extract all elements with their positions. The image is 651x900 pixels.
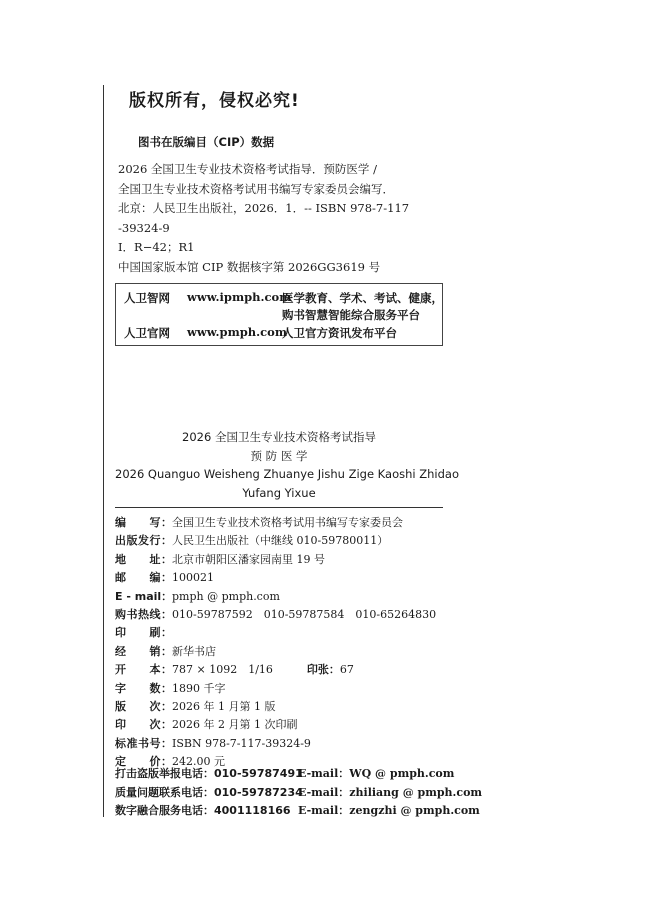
info-label: 开 本：: [115, 663, 172, 677]
website-desc: 购书智慧智能综合服务平台: [282, 308, 420, 322]
info-value: 787 × 1092 1/16: [172, 663, 273, 677]
contact-phone: 打击盗版举报电话：010-59787491: [115, 767, 303, 780]
info-row: [115, 532, 455, 550]
info-value: 全国卫生专业技术资格考试用书编写专家委员会: [172, 516, 403, 529]
info-label: 印张：: [306, 663, 340, 677]
cip-line: 北京：人民卫生出版社，2026．1．-- ISBN 978-7-117: [118, 201, 410, 216]
info-label: 编 写：: [115, 516, 172, 529]
info-value: 新华书店: [172, 644, 216, 658]
website-name: 人卫智网: [124, 291, 170, 305]
info-label: 定 价：: [115, 755, 172, 769]
contact-row: [115, 765, 455, 784]
info-row: [115, 514, 455, 532]
website-box: [115, 283, 443, 346]
info-value: 2026 年 1 月第 1 版: [172, 699, 276, 713]
info-label: 印 刷：: [115, 626, 172, 640]
contact-row: [115, 802, 480, 821]
info-label: 出版发行：: [115, 534, 172, 548]
info-label: 经 销：: [115, 644, 172, 658]
info-value: 人民卫生出版社（中继线 010-59780011）: [172, 534, 389, 548]
info-row: [115, 716, 455, 734]
cip-line: 2026 全国卫生专业技术资格考试指导．预防医学 /: [118, 162, 377, 176]
cip-line: 全国卫生专业技术资格考试用书编写专家委员会编写．: [118, 181, 394, 196]
info-value: 2026 年 2 月第 1 次印刷: [172, 718, 298, 732]
info-label: 标准书号：: [115, 736, 172, 750]
info-row: [115, 624, 455, 642]
contact-row: [115, 784, 483, 803]
info-value: 010-59787592 010-59787584 010-65264830: [172, 607, 437, 621]
info-row: [115, 680, 455, 698]
info-row: [115, 551, 455, 569]
info-value: 北京市朝阳区潘家园南里 19 号: [172, 552, 325, 566]
cip-title: 图书在版编目（CIP）数据: [138, 135, 275, 149]
contact-block: [115, 765, 483, 821]
info-row: [115, 643, 455, 661]
divider: [115, 507, 443, 508]
info-row: [115, 661, 455, 679]
cip-line: 中国国家版本馆 CIP 数据核字第 2026GG3619 号: [118, 259, 381, 274]
website-desc: 医学教育、学术、考试、健康，: [282, 291, 443, 305]
website-url[interactable]: www.ipmph.com: [187, 290, 292, 304]
info-label: 字 数：: [115, 681, 172, 695]
info-value: 100021: [172, 571, 214, 585]
info-value: 1890 千字: [172, 681, 226, 695]
book-subtitle-pinyin: Yufang Yixue: [242, 486, 316, 500]
book-subtitle-cn: 预 防 医 学: [250, 449, 308, 463]
info-label: 版 次：: [115, 699, 172, 713]
info-label: 地 址：: [115, 552, 172, 566]
cip-line: Ⅰ．R−42；R1: [118, 240, 195, 255]
info-label: E - mail：: [115, 589, 173, 603]
info-row: [115, 606, 455, 624]
contact-phone: 质量问题联系电话：010-59787234: [115, 785, 303, 799]
margin-rule: [103, 85, 104, 817]
cip-line: -39324-9: [118, 220, 170, 235]
info-row: [115, 735, 455, 753]
website-name: 人卫官网: [124, 326, 170, 340]
info-value: 242.00 元: [172, 755, 225, 769]
info-label: 邮 编：: [115, 571, 172, 585]
book-title-pinyin: 2026 Quanguo Weisheng Zhuanye Jishu Zige Kaoshi Zhidao: [115, 467, 459, 481]
contact-email[interactable]: E-mail：WQ @ pmph.com: [298, 767, 455, 780]
info-label: 购书热线：: [115, 607, 172, 621]
contact-email[interactable]: E-mail：zengzhi @ pmph.com: [298, 804, 480, 818]
website-desc: 人卫官方资讯发布平台: [282, 326, 397, 340]
info-value: ISBN 978-7-117-39324-9: [172, 736, 311, 750]
info-row: [115, 588, 455, 606]
website-url[interactable]: www.pmph.com: [187, 325, 288, 339]
contact-phone: 数字融合服务电话：4001118166: [115, 804, 291, 818]
info-value: pmph @ pmph.com: [172, 589, 280, 603]
contact-email[interactable]: E-mail：zhiliang @ pmph.com: [298, 785, 483, 799]
cip-block: [118, 160, 409, 278]
info-label: 印 次：: [115, 718, 172, 732]
publication-info: [115, 514, 455, 771]
book-title-cn: 2026 全国卫生专业技术资格考试指导: [182, 430, 376, 444]
copyright-notice: 版权所有，侵权必究!: [129, 91, 300, 111]
info-row: [115, 569, 455, 587]
info-row: [115, 698, 455, 716]
info-value: 67: [339, 663, 354, 677]
